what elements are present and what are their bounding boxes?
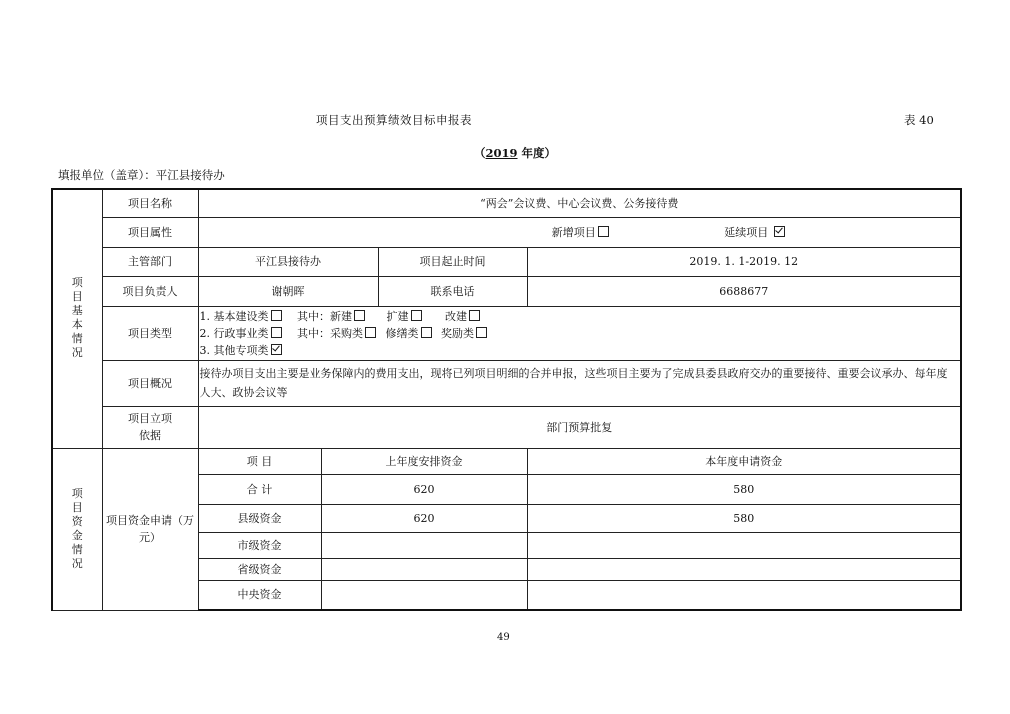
project-attribute-label: 项目属性 [102,217,198,247]
reporting-unit: 填报单位（盖章）：平江县接待办 [58,168,225,182]
attr-continue-label: 延续项目 [724,225,769,239]
type-line-1 [200,308,958,325]
type-administrative-checkbox[interactable] [271,327,282,338]
type-expansion-checkbox[interactable] [411,310,422,321]
fund-row-this [527,558,961,580]
type-renovation: 改建 [445,309,467,323]
owner-value: 谢朝晖 [198,276,378,306]
section-funds-info: 项目资金情况 [52,448,102,610]
type-reward: 奖励类 [441,326,474,340]
row-owner [52,276,961,306]
overview-value: 接待办项目支出主要是业务保障内的费用支出，现将已列项目明细的合并申报，这些项目主要为了完成县委县政府交办的重要接待、重要会议承办、每年度人大、政协会议等 [198,360,961,406]
basis-label-line-2: 依据 [139,429,161,442]
basis-value: 部门预算批复 [198,406,961,448]
type-line-2 [200,325,958,342]
fiscal-year [474,145,556,161]
project-attribute-value [198,217,961,247]
phone-value: 6688677 [527,276,961,306]
attr-continue-checkbox[interactable] [774,226,785,237]
year-close: 年度） [517,146,557,160]
fund-row-label: 合 计 [198,474,321,504]
year-value: 2019 [485,146,518,160]
department-label: 主管部门 [102,247,198,276]
budget-performance-table [51,188,962,611]
project-name-value: “两会”会议费、中心会议费、公务接待费 [198,189,961,217]
type-expansion: 扩建 [386,309,409,323]
overview-label: 项目概况 [102,360,198,406]
fund-row-last: 620 [321,474,527,504]
type-other-special-checkbox[interactable] [271,344,282,355]
row-project-attribute [52,217,961,247]
phone-label: 联系电话 [378,276,527,306]
fund-row-label: 市级资金 [198,532,321,558]
period-value: 2019. 1. 1-2019. 12 [527,247,961,276]
type-line-3 [200,342,958,359]
section-basic-info: 项目基本情况 [52,189,102,448]
fund-row-last [321,532,527,558]
period-label: 项目起止时间 [378,247,527,276]
type-repair: 修缮类 [385,326,419,340]
fund-row-label: 省级资金 [198,558,321,580]
basis-label [102,406,198,448]
row-basis [52,406,961,448]
project-name-label: 项目名称 [102,189,198,217]
fund-row-this: 580 [527,504,961,532]
project-type-label: 项目类型 [102,306,198,360]
fund-row-last [321,580,527,610]
row-project-name [52,189,961,217]
year-open: （ [474,146,486,160]
col-item-header: 项 目 [198,448,321,474]
attr-new-label: 新增项目 [551,225,596,239]
owner-label: 项目负责人 [102,276,198,306]
fund-row-last [321,558,527,580]
type-reward-checkbox[interactable] [476,327,487,338]
fund-row-label: 中央资金 [198,580,321,610]
department-value: 平江县接待办 [198,247,378,276]
type-other-special: 3. 其他专项类 [199,343,269,357]
project-type-options [198,306,961,360]
type-new-build: 其中：新建 [297,309,352,323]
col-last-year-header: 上年度安排资金 [321,448,527,474]
fund-row-this [527,580,961,610]
funds-apply-label: 项目资金申请（万元） [102,448,198,610]
fund-row-this: 580 [527,474,961,504]
attr-new-checkbox[interactable] [598,226,609,237]
type-new-build-checkbox[interactable] [354,310,365,321]
attr-continue-option [724,224,787,241]
attr-new-option [552,224,611,241]
row-project-type [52,306,961,360]
type-repair-checkbox[interactable] [421,327,432,338]
fund-row-label: 县级资金 [198,504,321,532]
page-number: 49 [497,632,510,643]
fund-row-last: 620 [321,504,527,532]
row-overview [52,360,961,406]
type-renovation-checkbox[interactable] [469,310,480,321]
type-procurement-checkbox[interactable] [365,327,376,338]
row-funds-header [52,448,961,474]
form-title: 项目支出预算绩效目标申报表 [316,113,472,127]
type-procurement: 其中：采购类 [297,326,363,340]
type-basic-construction: 1. 基本建设类 [199,309,269,323]
row-department [52,247,961,276]
col-this-year-header: 本年度申请资金 [527,448,961,474]
type-administrative: 2. 行政事业类 [199,326,269,340]
table-number: 表 40 [904,113,934,127]
basis-label-line-1: 项目立项 [128,412,172,425]
fund-row-this [527,532,961,558]
type-basic-construction-checkbox[interactable] [271,310,282,321]
